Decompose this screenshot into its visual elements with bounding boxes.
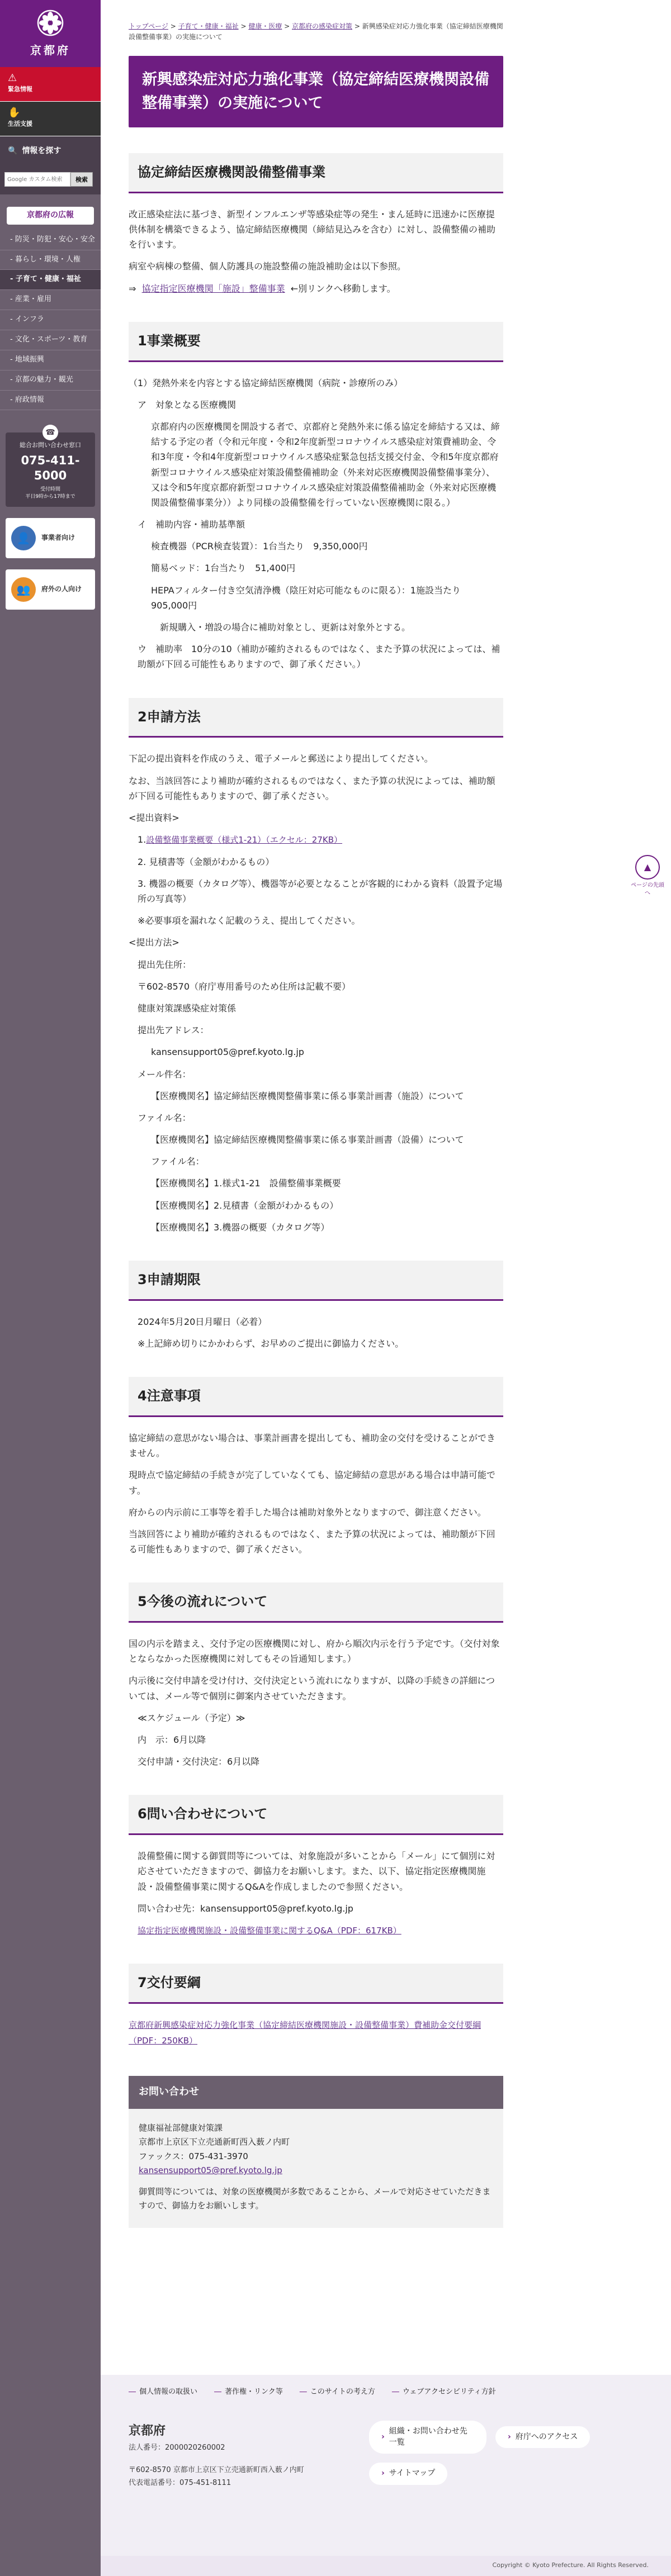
general-contact-box (6, 428, 95, 506)
contact-tel[interactable]: 075-411-5000 (21, 454, 80, 483)
s4-p4: 当該回答により補助が確約されるものではなく、また予算の状況によっては、補助額が下回る可能性もありますので、御了承ください。 (129, 1528, 495, 1555)
chevron-right-icon: › (381, 2432, 385, 2441)
s2-dest-label: 提出先住所： (138, 959, 192, 970)
site-logo[interactable] (0, 0, 101, 67)
form-download-link[interactable]: 設備整備事業概要（様式1-21）（エクセル：27KB） (146, 835, 343, 845)
s2-doc-3: 3. 機器の概要（カタログ等）、機器等が必要となることが客観的にわかる資料（設置予定場所の写真等） (138, 878, 503, 905)
breadcrumb-kosodate[interactable]: 子育て・健康・福祉 (178, 22, 239, 30)
business-button[interactable] (6, 518, 95, 558)
s1-i-note: 新規購入・増設の場合に補助対象とし、更新は対象外とする。 (160, 622, 411, 633)
s1-i-item-3: HEPAフィルター付き空気清浄機（陰圧対応可能なものに限る）：1施設当たり 905,000円 (151, 584, 470, 611)
breadcrumb-kansensho[interactable]: 京都府の感染症対策 (292, 22, 353, 30)
s2-file-name: 【医療機関名】協定締結医療機関整備事業に係る事業計画書（設備）について (151, 1134, 464, 1146)
sidebar-item-bunka[interactable]: - 文化・スポーツ・教育 (0, 330, 101, 350)
intro-p2: 病室や病棟の整備、個人防護具の施設整備の施設補助金は以下参照。 (129, 261, 407, 272)
site-logo-text: 京都府 (30, 44, 70, 57)
outside-label: 府外の人向け (41, 585, 82, 593)
s1-i-item-1: 検査機器（PCR検査装置）：1台当たり 9,350,000円 (151, 541, 368, 552)
org-contact-button[interactable]: › 組織・お問い合わせ先一覧 (369, 2421, 486, 2454)
contact-dept: 健康福祉部健康対策課 (139, 2122, 223, 2133)
sidebar-item-chiiki[interactable]: - 地域振興 (0, 350, 101, 370)
find-info-toggle[interactable] (0, 136, 101, 167)
breadcrumb: トップページ > 子育て・健康・福祉 > 健康・医療 > 京都府の感染症対策 > 新興感染症対応力強化事業（協定締結医療機関設備整備事業）の実施について (129, 22, 503, 41)
footer-link-privacy[interactable]: ― 個人情報の取扱い (129, 2388, 198, 2396)
sidebar-item-infra[interactable]: - インフラ (0, 310, 101, 330)
youkou-pdf-link[interactable]: 京都府新興感染症対応力強化事業（協定締結医療機関施設・設備整備事業）費補助金交付要綱（PDF：250KB） (129, 2020, 481, 2046)
page-title: 新興感染症対応力強化事業（協定締結医療機関設備整備事業）の実施について (129, 56, 503, 127)
chevron-right-icon: › (381, 2469, 385, 2478)
footer-body (101, 2398, 671, 2490)
s2-method-label: <提出方法> (129, 937, 179, 948)
section-6-heading: 6問い合わせについて (129, 1795, 503, 1835)
visitor-icon: 👥 (11, 577, 36, 602)
s7-link-row (129, 2017, 503, 2048)
sidebar-item-fusei[interactable]: - 府政情報 (0, 391, 101, 411)
s3-note: ※上記締め切りにかかわらず、お早めのご提出に御協力ください。 (138, 1338, 404, 1349)
contact-hours: 平日9時から17時まで (25, 494, 75, 500)
s2-mail-name-label: メール件名： (138, 1068, 191, 1080)
footer-buttons (369, 2421, 626, 2494)
facility-link[interactable]: 協定指定医療機関「施設」整備事業 (141, 283, 285, 294)
life-support-button[interactable] (0, 102, 101, 136)
footer-address: 〒602-8570 京都市上京区下立売通新町西入薮ノ内町 (129, 2465, 304, 2474)
s1-sub: （1）発熱外来を内容とする協定締結医療機関（病院・診療所のみ） (129, 377, 403, 388)
main-content (129, 0, 503, 2228)
dash-icon: ― (299, 2388, 307, 2396)
breadcrumb-top[interactable]: トップページ (129, 22, 168, 30)
contact-hours-label: 受付時間 (40, 486, 60, 492)
koho-button[interactable]: 京都府の広報 (7, 207, 94, 225)
copyright: Copyright © Kyoto Prefecture. All Rights Reserved. (101, 2556, 671, 2576)
s2-dept: 健康対策課感染症対策係 (138, 1002, 237, 1014)
phone-icon: ☎ (42, 425, 58, 440)
dash-icon: ― (129, 2388, 136, 2396)
search-input[interactable] (4, 172, 70, 187)
dash-icon: ― (391, 2388, 399, 2396)
sidebar-item-kurashi[interactable]: - 暮らし・環境・人権 (0, 250, 101, 270)
footer-corp-no: 法人番号：2000020260002 (129, 2444, 225, 2453)
site-search (0, 167, 101, 194)
s2-docs-note: ※必要事項を漏れなく記載のうえ、提出してください。 (138, 915, 361, 926)
s2-p2: なお、当該回答により補助が確約されるものではなく、また予算の状況によっては、補助額が下回る可能性もありますので、御了承ください。 (129, 775, 495, 801)
facility-link-note: ←別リンクへ移動します。 (290, 283, 396, 294)
contact-panel-heading: お問い合わせ (129, 2076, 503, 2109)
sidebar-item-sangyo[interactable]: - 産業・雇用 (0, 290, 101, 310)
emergency-label: 緊急情報 (8, 85, 32, 93)
s2-docs-label: <提出資料> (129, 812, 179, 823)
access-button[interactable]: › 府庁へのアクセス (495, 2426, 590, 2449)
section-1-heading: 1事業概要 (129, 322, 503, 362)
s2-file-1: 【医療機関名】1.様式1-21 設備整備事業概要 (151, 1178, 341, 1189)
search-icon: 🔍 (8, 146, 18, 156)
s6-qa-row (129, 1923, 503, 1938)
intro-p1: 改正感染症法に基づき、新型インフルエンザ等感染症等の発生・まん延時に迅速かに医療提供体制を構築できるよう、協定締結医療機関（締結見込みを含む）に対し、設備整備の補助を行います。 (129, 208, 496, 250)
contact-email-link[interactable]: kansensupport05@pref.kyoto.lg.jp (139, 2165, 282, 2176)
s2-p1: 下記の提出資料を作成のうえ、電子メールと郵送により提出してください。 (129, 753, 433, 764)
s2-doc-1: 1.設備整備事業概要（様式1-21）（エクセル：27KB） (138, 834, 343, 845)
s6-mail: kansensupport05@pref.kyoto.lg.jp (200, 1903, 353, 1914)
breadcrumb-kenko[interactable]: 健康・医療 (248, 22, 282, 30)
sidebar (0, 0, 101, 2576)
s5-sched: ≪スケジュール（予定）≫ (138, 1712, 245, 1723)
contact-title: 総合お問い合わせ窓口 (20, 441, 81, 449)
chevron-right-icon: › (508, 2432, 511, 2441)
contact-email-row (139, 2164, 493, 2178)
s1-u-text: ウ 補助率 10分の10（補助が確約されるものではなく、また予算の状況によっては、補助額が下回る可能性もありますので、御了承ください。） (138, 644, 500, 670)
sidebar-item-kosodate[interactable]: - 子育て・健康・福祉 (0, 270, 101, 290)
life-support-label: 生活支援 (8, 120, 32, 128)
section-intro-heading: 協定締結医療機関設備整備事業 (129, 153, 503, 193)
alert-icon: ⚠ (8, 72, 17, 84)
s2-doc-2: 2. 見積書等（金額がわかるもの） (138, 856, 275, 867)
footer-tel: 代表電話番号：075-451-8111 (129, 2479, 231, 2488)
outside-button[interactable] (6, 569, 95, 610)
footer-link-policy[interactable]: ― このサイトの考え方 (299, 2388, 375, 2396)
section-2-heading: 2申請方法 (129, 698, 503, 738)
breadcrumb-current: 新興感染症対応力強化事業（協定締結医療機関設備整備事業）の実施について (129, 22, 503, 41)
s5-p2: 内示後に交付申請を受け付け、交付決定という流れになりますが、以降の手続きの詳細については、メール等で個別に御案内させていただきます。 (129, 1675, 495, 1702)
contact-panel-body (129, 2109, 503, 2228)
s2-email: kansensupport05@pref.kyoto.lg.jp (151, 1047, 304, 1058)
search-button[interactable]: 検索 (70, 172, 93, 187)
s3-date: 2024年5月20日月曜日（必着） (138, 1316, 267, 1327)
s5-p1: 国の内示を踏まえ、交付予定の医療機関に対し、府から順次内示を行う予定です。（交付対象とならなかった医療機関に対してもその旨通知します。） (129, 1638, 500, 1665)
section-3-heading: 3申請期限 (129, 1261, 503, 1301)
s6-p1: 設備整備に関する御質問等については、対象施設が多いことから「メール」にて個別に対応させていただきますので、御協力をお願いします。また、以下、協定指定医療機関施設・設備整備事業に関するQ&Aを作成しましたので参照ください。 (138, 1851, 495, 1892)
intro-link-row (129, 281, 503, 296)
s1-i-item-2: 簡易ベッド：1台当たり 51,400円 (151, 563, 296, 574)
sidebar-item-bousai[interactable]: - 防災・防犯・安心・安全 (0, 230, 101, 250)
s4-p3: 府からの内示前に工事等を着手した場合は補助対象外となりますので、御注意ください。 (129, 1506, 486, 1518)
handshake-icon: ✋ (8, 107, 21, 119)
s5-naiji: 内 示：6月以降 (138, 1734, 206, 1746)
contact-panel (129, 2076, 503, 2228)
arrow-icon: ⇒ (129, 283, 136, 294)
s5-kofu: 交付申請・交付決定：6月以降 (138, 1756, 260, 1767)
footer-links (101, 2375, 671, 2398)
emergency-button[interactable] (0, 67, 101, 102)
footer (101, 2375, 671, 2576)
s1-a-text: 京都府内の医療機関を開設する者で、京都府と発熱外来に係る協定を締結する又は、締結する予定の者（令和元年度・令和2年度新型コロナウイルス感染症対策費補助金、令和3年度・令和4年度新型コロナウイルス感染症緊急包括支援交付金、令和5年度京都府新型コロナウイルス感染症対策設備整備補助金（外来対応医療機関設備整備事業分）、又は令和5年度京都府新型コロナウイルス感染症対策設備整備補助金（外来対応医療機関設備整備事業分））より同様の設備整備を行っていない医療機関に限る。） (151, 421, 500, 508)
contact-addr: 京都市上京区下立売通新町西入薮ノ内町 (139, 2137, 290, 2147)
s2-file-label-2: ファイル名： (151, 1156, 205, 1167)
footer-name: 京都府 (129, 2424, 166, 2439)
contact-fax: ファックス：075-431-3970 (139, 2151, 248, 2161)
sidebar-item-miryoku[interactable]: - 京都の魅力・観光 (0, 370, 101, 391)
s4-p1: 協定締結の意思がない場合は、事業計画書を提出しても、補助金の交付を受けることができません。 (129, 1432, 496, 1459)
footer-link-copyright[interactable]: ― 著作権・リンク等 (214, 2388, 283, 2396)
s2-file-2: 【医療機関名】2.見積書（金額がわかるもの） (151, 1200, 339, 1211)
section-7-heading: 7交付要綱 (129, 1964, 503, 2004)
s2-addr-label: 提出先アドレス： (138, 1025, 209, 1036)
page-top-button[interactable] (629, 855, 666, 897)
footer-link-accessibility[interactable]: ― ウェブアクセシビリティ方針 (391, 2388, 496, 2396)
s2-postal: 〒602-8570（府庁専用番号のため住所は記載不要） (138, 981, 351, 992)
page-top-label: ページの先頭へ (631, 882, 664, 896)
kyoto-crest-icon (35, 7, 66, 39)
find-info-label: 情報を探す (22, 146, 62, 156)
section-4-heading: 4注意事項 (129, 1377, 503, 1417)
s2-file-3: 【医療機関名】3.機器の概要（カタログ等） (151, 1222, 330, 1233)
section-5-heading: 5今後の流れについて (129, 1582, 503, 1623)
s2-file-label: ファイル名： (138, 1112, 191, 1123)
qa-pdf-link[interactable]: 協定指定医療機関施設・設備整備事業に関するQ&A（PDF：617KB） (138, 1925, 401, 1936)
sidebar-nav (0, 230, 101, 411)
business-label: 事業者向け (41, 534, 75, 542)
s1-i-label: イ 補助内容・補助基準額 (138, 519, 245, 530)
sitemap-button[interactable]: › サイトマップ (369, 2463, 447, 2485)
s4-p2: 現時点で協定締結の手続きが完了していなくても、協定締結の意思がある場合は申請可能です。 (129, 1470, 496, 1496)
arrow-up-icon: ▲ (635, 855, 660, 880)
business-icon: 👤 (11, 526, 36, 550)
s6-mail-row: 問い合わせ先：kansensupport05@pref.kyoto.lg.jp (138, 1903, 353, 1914)
dash-icon: ― (214, 2388, 222, 2396)
contact-note: 御質問等については、対象の医療機関が多数であることから、メールで対応させていただきますので、御協力をお願いします。 (139, 2186, 491, 2211)
s1-a-label: ア 対象となる医療機関 (138, 399, 237, 410)
s2-mail-name: 【医療機関名】協定締結医療機関整備事業に係る事業計画書（施設）について (151, 1090, 464, 1101)
